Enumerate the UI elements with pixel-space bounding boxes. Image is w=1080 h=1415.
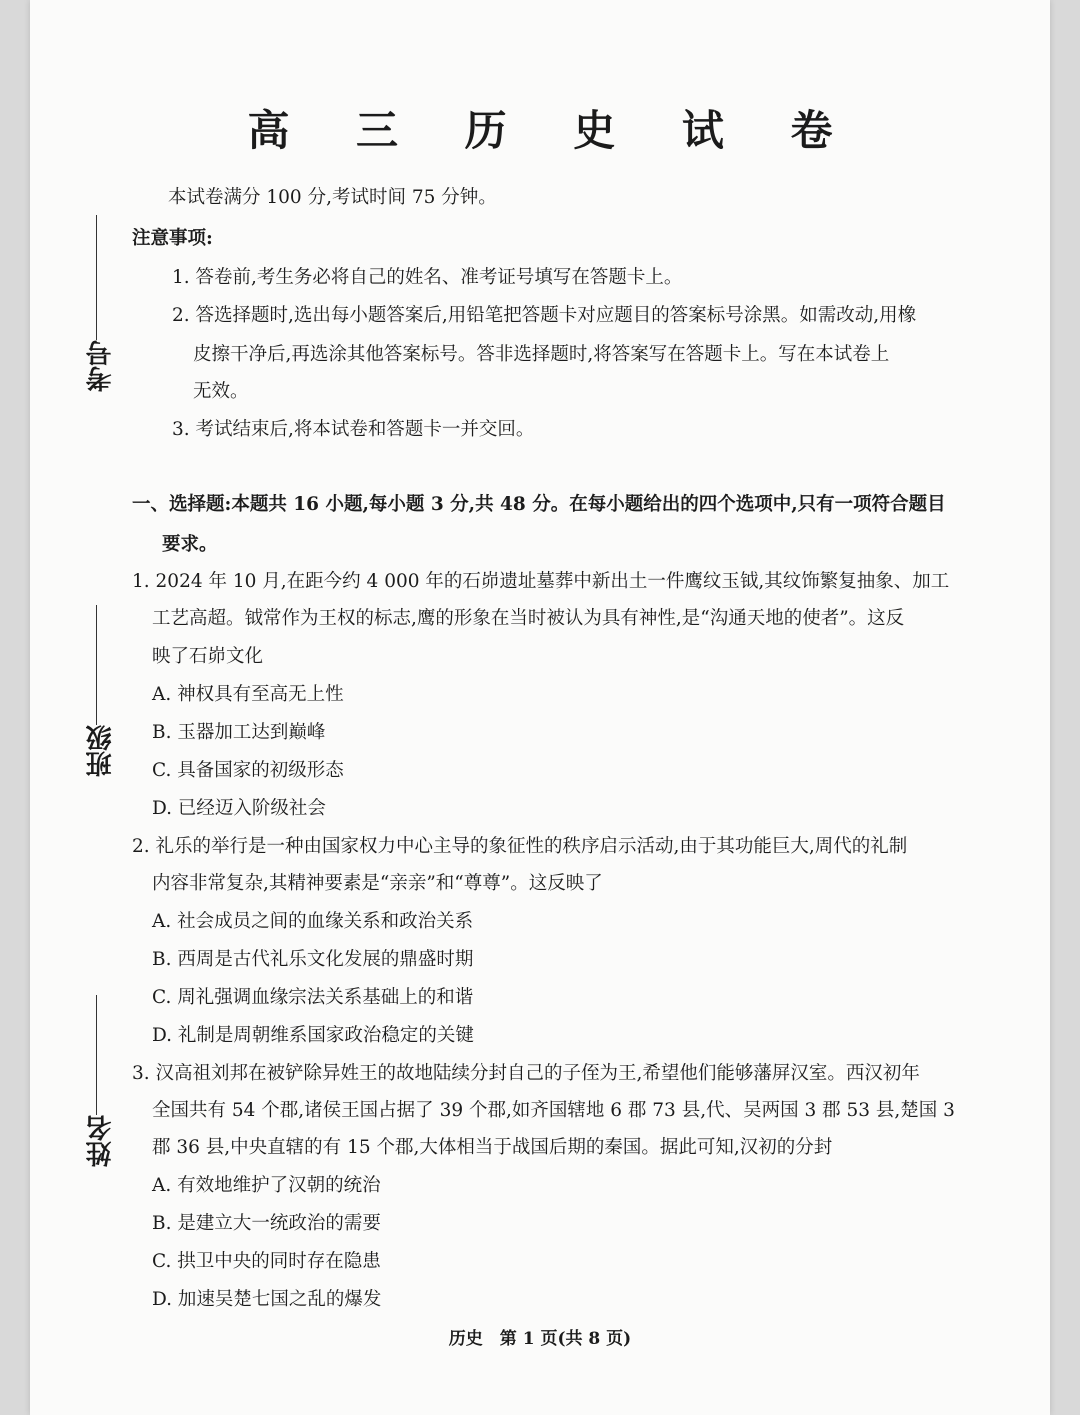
class-label: 班级 bbox=[86, 725, 116, 777]
exam-intro: 本试卷满分 100 分,考试时间 75 分钟。 bbox=[168, 187, 497, 208]
question-1-line1: 1. 2024 年 10 月,在距今约 4 000 年的石峁遗址墓葬中新出土一件鹰纹玉钺,其纹饰繁复抽象、加工 bbox=[132, 571, 950, 592]
notice-1: 1. 答卷前,考生务必将自己的姓名、准考证号填写在答题卡上。 bbox=[172, 267, 683, 288]
question-3-line1: 3. 汉高祖刘邦在被铲除异姓王的故地陆续分封自己的子侄为王,希望他们能够藩屏汉室。西汉初年 bbox=[132, 1063, 920, 1084]
section-heading: 一、选择题:本题共 16 小题,每小题 3 分,共 48 分。在每小题给出的四个选项中,只有一项符合题目 bbox=[132, 494, 946, 515]
question-1-option-a: A. 神权具有至高无上性 bbox=[152, 684, 344, 705]
question-2-line2: 内容非常复杂,其精神要素是“亲亲”和“尊尊”。这反映了 bbox=[152, 873, 603, 894]
question-3-option-b: B. 是建立大一统政治的需要 bbox=[152, 1213, 381, 1234]
page-footer: 历史 第 1 页(共 8 页) bbox=[448, 1329, 632, 1349]
question-2-option-b: B. 西周是古代礼乐文化发展的鼎盛时期 bbox=[152, 949, 474, 970]
question-1-option-c: C. 具备国家的初级形态 bbox=[152, 760, 344, 781]
notice-2-line2: 皮擦干净后,再选涂其他答案标号。答非选择题时,将答案写在答题卡上。写在本试卷上 bbox=[193, 344, 890, 365]
question-3-line3: 郡 36 县,中央直辖的有 15 个郡,大体相当于战国后期的秦国。据此可知,汉初的分封 bbox=[152, 1137, 833, 1158]
class-rule bbox=[96, 605, 97, 725]
question-2-option-a: A. 社会成员之间的血缘关系和政治关系 bbox=[152, 911, 474, 932]
notice-heading: 注意事项: bbox=[132, 228, 213, 249]
notice-2-line3: 无效。 bbox=[193, 381, 249, 402]
section-heading-cont: 要求。 bbox=[162, 534, 218, 555]
question-3-option-d: D. 加速吴楚七国之乱的爆发 bbox=[152, 1289, 382, 1310]
question-1-option-d: D. 已经迈入阶级社会 bbox=[152, 798, 326, 819]
notice-3: 3. 考试结束后,将本试卷和答题卡一并交回。 bbox=[172, 419, 535, 440]
question-1-option-b: B. 玉器加工达到巅峰 bbox=[152, 722, 326, 743]
exam-page bbox=[30, 0, 1050, 1415]
name-rule bbox=[96, 995, 97, 1115]
question-2-option-c: C. 周礼强调血缘宗法关系基础上的和谐 bbox=[152, 987, 474, 1008]
question-1-line2: 工艺高超。钺常作为王权的标志,鹰的形象在当时被认为具有神性,是“沟通天地的使者”。这反 bbox=[152, 608, 905, 629]
name-label: 姓名 bbox=[86, 1115, 116, 1167]
question-3-option-a: A. 有效地维护了汉朝的统治 bbox=[152, 1175, 381, 1196]
question-3-line2: 全国共有 54 个郡,诸侯王国占据了 39 个郡,如齐国辖地 6 郡 73 县,代、吴两国 3 郡 53 县,楚国 3 bbox=[152, 1100, 955, 1121]
question-3-option-c: C. 拱卫中央的同时存在隐患 bbox=[152, 1251, 381, 1272]
exam-number-rule bbox=[96, 215, 97, 340]
exam-number-label: 考号 bbox=[86, 340, 116, 392]
exam-title: 高 三 历 史 试 卷 bbox=[247, 106, 859, 155]
question-2-option-d: D. 礼制是周朝维系国家政治稳定的关键 bbox=[152, 1025, 474, 1046]
question-1-line3: 映了石峁文化 bbox=[152, 646, 264, 667]
question-2-line1: 2. 礼乐的举行是一种由国家权力中心主导的象征性的秩序启示活动,由于其功能巨大,周代的礼制 bbox=[132, 836, 908, 857]
notice-2-line1: 2. 答选择题时,选出每小题答案后,用铅笔把答题卡对应题目的答案标号涂黑。如需改动,用橡 bbox=[172, 305, 917, 326]
